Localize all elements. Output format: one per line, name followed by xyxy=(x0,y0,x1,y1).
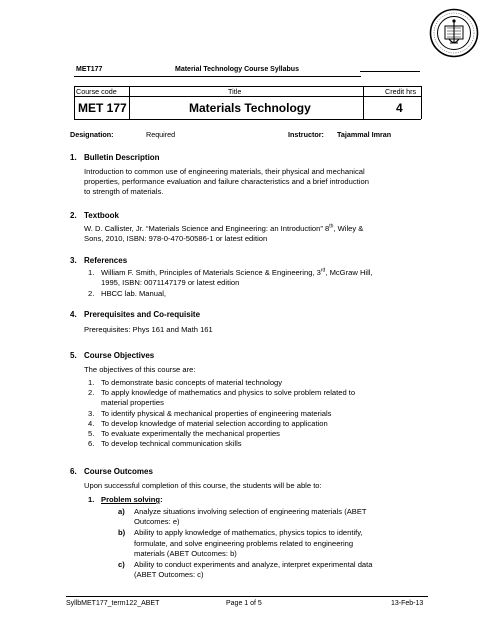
list-item-text: To develop knowledge of material selection according to application xyxy=(101,418,328,428)
list-item-line: material properties xyxy=(101,398,164,408)
outcome-line: formulate, and solve engineering problems related to engineering xyxy=(134,538,354,548)
footer-page-number: Page 1 of 5 xyxy=(226,600,262,607)
section-1-number: 1. xyxy=(70,153,77,162)
list-item xyxy=(88,378,428,388)
reference-1-line-2: 1995, ISBN: 0071147179 or latest edition xyxy=(101,278,240,288)
outcome-text xyxy=(134,528,363,559)
outcome-text xyxy=(134,507,367,527)
section-5-number: 5. xyxy=(70,351,77,360)
section-6-title: Course Outcomes xyxy=(84,467,153,476)
footer-filename: SyllbMET177_term122_ABET xyxy=(66,600,160,607)
list-item xyxy=(118,560,420,580)
textbook-line-1 xyxy=(84,224,429,234)
table-course-title: Materials Technology xyxy=(189,101,311,115)
reference-1 xyxy=(101,268,431,288)
objectives-intro: The objectives of this course are: xyxy=(84,365,196,374)
table-left-rule xyxy=(74,86,75,119)
list-item-number: 5. xyxy=(88,429,95,439)
list-item xyxy=(88,419,428,429)
reference-2: HBCC lab. Manual, xyxy=(101,289,166,298)
table-top-rule xyxy=(74,86,421,87)
outcome-line: Analyze situations involving selection of engineering materials (ABET xyxy=(134,507,367,516)
section-1-line: properties, performance evaluation and failure characteristics and a brief introduction xyxy=(84,177,369,187)
textbook-citation: W. D. Callister, Jr. “Materials Science and Engineering: an Introduction” 8 xyxy=(84,224,330,233)
reference-1-line-1 xyxy=(101,268,431,278)
footer-rule xyxy=(66,596,428,597)
section-1-body xyxy=(84,167,424,198)
table-mid-rule xyxy=(74,96,421,97)
header-course-code: MET177 xyxy=(76,66,103,73)
table-bottom-rule xyxy=(74,119,421,120)
section-2-number: 2. xyxy=(70,211,77,220)
section-1-title: Bulletin Description xyxy=(84,153,160,162)
list-item-text: To identify physical & mechanical properties of engineering materials xyxy=(101,408,332,418)
footer-date: 13-Feb-13 xyxy=(391,600,424,607)
instructor-label: Instructor: xyxy=(288,130,324,139)
outcomes-intro: Upon successful completion of this course, the students will be able to: xyxy=(84,481,322,490)
table-header-credit: Credit hrs xyxy=(385,87,417,96)
list-item-text: To develop technical communication skills xyxy=(101,439,242,449)
table-credit-hours: 4 xyxy=(396,101,403,115)
list-item-number: 6. xyxy=(88,439,95,449)
designation-value: Required xyxy=(146,130,176,139)
header-doc-title: Material Technology Course Syllabus xyxy=(175,66,299,73)
section-4-number: 4. xyxy=(70,310,77,319)
list-item-number: 2. xyxy=(88,388,95,398)
header-rule xyxy=(74,76,361,77)
section-3-number: 3. xyxy=(70,256,77,265)
prerequisites-text: Prerequisites: Phys 161 and Math 161 xyxy=(84,325,213,334)
table-course-code: MET 177 xyxy=(78,101,127,115)
section-2-title: Textbook xyxy=(84,211,119,220)
outcome-group-number: 1. xyxy=(88,495,95,504)
list-item-text: To demonstrate basic concepts of material technology xyxy=(101,378,283,387)
table-right-rule xyxy=(421,86,422,119)
list-item-number: 4. xyxy=(88,418,95,428)
list-item xyxy=(118,507,420,527)
reference-1-publisher: , McGraw Hill, xyxy=(325,268,373,277)
reference-2-number: 2. xyxy=(88,289,95,298)
reference-1-text: William F. Smith, Principles of Materials Science & Engineering, 3 xyxy=(101,268,321,277)
list-item xyxy=(88,409,428,419)
list-item-text: To evaluate experimentally the mechanical properties xyxy=(101,429,280,439)
section-3-title: References xyxy=(84,256,128,265)
reference-1-sup: rd xyxy=(320,267,326,274)
outcome-line: Ability to apply knowledge of mathematics, physics topics to identify, xyxy=(134,528,363,538)
table-col-rule-1 xyxy=(129,86,130,119)
section-1-line: to strength of materials. xyxy=(84,187,164,197)
list-item-line: To apply knowledge of mathematics and physics to solve problem related to xyxy=(101,388,356,398)
section-5-title: Course Objectives xyxy=(84,351,155,360)
textbook-edition-sup: th xyxy=(329,223,334,230)
outcome-line: Ability to conduct experiments and analyze, interpret experimental data xyxy=(134,560,373,570)
outcome-text xyxy=(134,560,373,580)
outcomes-list xyxy=(118,507,420,580)
header-rule-step xyxy=(360,71,420,72)
section-1-line: Introduction to common use of engineering materials, their physical and mechanical xyxy=(84,167,365,176)
table-header-course-code: Course code xyxy=(76,87,117,96)
list-item xyxy=(88,429,428,439)
section-4-title: Prerequisites and Co-requisite xyxy=(84,310,201,319)
outcome-group-title xyxy=(101,495,163,505)
list-item xyxy=(88,439,428,449)
outcome-letter: c) xyxy=(118,560,125,570)
outcome-line: (ABET Outcomes: c) xyxy=(134,570,204,580)
section-2-body xyxy=(84,224,429,244)
textbook-publisher: , Wiley & xyxy=(333,224,364,233)
list-item xyxy=(118,528,420,559)
outcome-group-title-text: Problem solving xyxy=(101,495,161,504)
list-item xyxy=(88,388,428,408)
outcome-letter: b) xyxy=(118,528,126,538)
university-seal-logo xyxy=(429,8,479,58)
outcome-group-colon: : xyxy=(160,495,163,504)
objectives-list xyxy=(88,378,428,449)
list-item-text xyxy=(101,388,355,408)
designation-label: Designation: xyxy=(70,130,114,139)
table-header-title: Title xyxy=(228,87,242,96)
table-col-rule-2 xyxy=(363,86,364,119)
instructor-name: Tajammal Imran xyxy=(337,130,392,139)
list-item-number: 3. xyxy=(88,408,95,418)
outcome-line: Outcomes: e) xyxy=(134,517,180,527)
outcome-letter: a) xyxy=(118,507,125,516)
list-item-number: 1. xyxy=(88,378,95,387)
reference-1-number: 1. xyxy=(88,268,95,277)
textbook-line-2: Sons, 2010, ISBN: 978-0-470-50586-1 or latest edition xyxy=(84,234,268,244)
outcome-line: materials (ABET Outcomes: b) xyxy=(134,548,237,558)
section-6-number: 6. xyxy=(70,467,77,476)
